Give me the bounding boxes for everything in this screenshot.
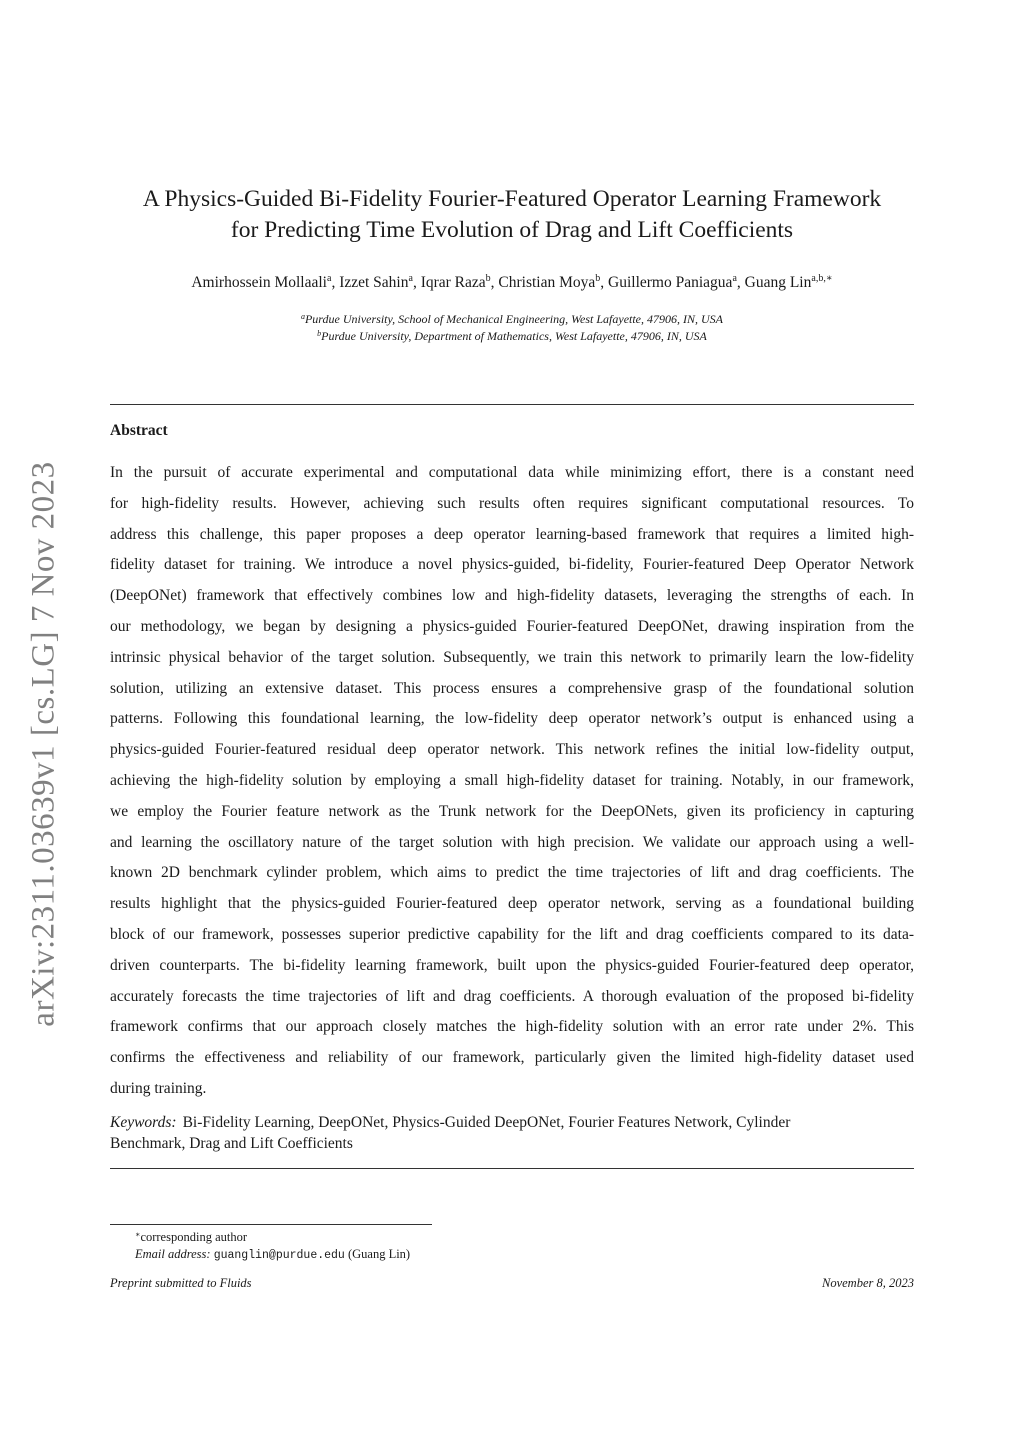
abstract-line: we employ the Fourier feature network as the Trunk network for the DeepONets, given its proficiency in capturing xyxy=(110,802,914,820)
abstract-line: accurately forecasts the time trajectories of lift and drag coefficients. A thorough evaluation of the proposed bi-fidelity xyxy=(110,987,914,1005)
abstract-line: solution, utilizing an extensive dataset. This process ensures a comprehensive grasp of the foundational solution xyxy=(110,679,914,697)
author-separator: , xyxy=(736,274,745,291)
footnote-mark: ∗ xyxy=(135,1230,141,1239)
affiliation-b xyxy=(110,328,914,345)
abstract-line: our methodology, we began by designing a physics-guided Fourier-featured DeepONet, drawing inspiration from the xyxy=(110,617,914,635)
abstract-heading: Abstract xyxy=(110,422,168,439)
author-affiliation-mark: a xyxy=(408,273,413,284)
author-name: Guang Lin xyxy=(744,274,812,291)
keywords-line-2: Benchmark, Drag and Lift Coefficients xyxy=(110,1135,353,1152)
affiliation-mark: b xyxy=(317,329,322,338)
abstract-line: known 2D benchmark cylinder problem, which aims to predict the time trajectories of lift and drag coefficients. The xyxy=(110,864,914,882)
author-name: Izzet Sahin xyxy=(339,274,409,291)
abstract-line: fidelity dataset for training. We introduce a novel physics-guided, bi-fidelity, Fourier-featured Deep Operator Network xyxy=(110,556,914,574)
abstract-line: In the pursuit of accurate experimental and computational data while minimizing effort, there is a constant need xyxy=(110,464,914,481)
title-line-1: A Physics-Guided Bi-Fidelity Fourier-Featured Operator Learning Framework xyxy=(142,186,882,212)
abstract-line: framework confirms that our approach closely matches the high-fidelity solution with an error rate under 2%. This xyxy=(110,1018,914,1036)
abstract-line: block of our framework, possesses superior predictive capability for the lift and drag coefficients compared to its data- xyxy=(110,925,914,943)
affiliation-text: Purdue University, Department of Mathematics, West Lafayette, 47906, IN, USA xyxy=(321,329,707,343)
abstract-bottom-rule xyxy=(110,1168,914,1169)
affiliation-text: Purdue University, School of Mechanical Engineering, West Lafayette, 47906, IN, USA xyxy=(304,312,724,326)
abstract-line: intrinsic physical behavior of the target solution. Subsequently, we train this network to primarily learn the low-fidelity xyxy=(110,648,914,666)
abstract-line: address this challenge, this paper proposes a deep operator learning-based framework that requires a limited high- xyxy=(110,525,914,543)
author-name: Amirhossein Mollaali xyxy=(191,274,327,291)
paper-title xyxy=(110,184,914,246)
arxiv-identifier-stamp: arXiv:2311.03639v1 [cs.LG] 7 Nov 2023 xyxy=(25,461,62,1027)
author-name: Iqrar Raza xyxy=(420,274,486,291)
abstract-line: and learning the oscillatory nature of the target solution with high precision. We validate our approach using a well- xyxy=(110,833,914,851)
author-affiliation-mark: b xyxy=(485,273,491,284)
author-separator: , xyxy=(490,274,499,291)
abstract-line: driven counterparts. The bi-fidelity learning framework, built upon the physics-guided Fourier-featured deep operator, xyxy=(110,956,914,974)
affiliation-a xyxy=(110,311,914,328)
keywords-line-1 xyxy=(110,1112,914,1133)
author-affiliation-mark: b xyxy=(595,273,601,284)
author-name: Guillermo Paniagua xyxy=(608,274,733,291)
author-name: Christian Moya xyxy=(498,274,596,291)
email-owner: (Guang Lin) xyxy=(347,1247,411,1261)
abstract-line: achieving the high-fidelity solution by employing a small high-fidelity dataset for training. Notably, in our framework, xyxy=(110,771,914,789)
title-line-2: for Predicting Time Evolution of Drag and Lift Coefficients xyxy=(230,217,794,243)
affiliations xyxy=(110,311,914,345)
email-label: Email address: xyxy=(135,1247,211,1261)
author-separator: , xyxy=(331,274,340,291)
abstract-line: patterns. Following this foundational learning, the low-fidelity deep operator network’s output is enhanced using a xyxy=(110,710,914,728)
preprint-note: Preprint submitted to Fluids xyxy=(110,1276,252,1290)
affiliation-mark: a xyxy=(300,312,305,321)
keywords xyxy=(110,1112,914,1154)
abstract-body xyxy=(110,458,914,1105)
abstract-line: results highlight that the physics-guided Fourier-featured deep operator network, serving as a foundational building xyxy=(110,895,914,913)
abstract-line: during training. xyxy=(110,1079,207,1097)
footer-date: November 8, 2023 xyxy=(822,1276,914,1290)
abstract-line: (DeepONet) framework that effectively combines low and high-fidelity datasets, leveraging the strengths of each. In xyxy=(110,587,914,605)
footnote-corresponding xyxy=(135,1229,410,1246)
email-address-link[interactable]: guanglin@purdue.edu xyxy=(213,1249,345,1262)
footnote-email-line xyxy=(135,1246,410,1264)
author-list xyxy=(110,274,914,292)
author-affiliation-mark: a,b,∗ xyxy=(811,273,833,284)
author-affiliation-mark: a xyxy=(326,273,332,284)
footnote xyxy=(135,1229,410,1264)
abstract-line: for high-fidelity results. However, achieving such results often requires significant computational resources. To xyxy=(110,494,914,512)
abstract-line: physics-guided Fourier-featured residual deep operator network. This network refines the initial low-fidelity output, xyxy=(110,741,914,759)
author-separator: , xyxy=(412,274,421,291)
author-separator: , xyxy=(600,274,609,291)
footnote-corresponding-text: corresponding author xyxy=(140,1230,248,1244)
footnote-rule xyxy=(110,1224,432,1225)
keywords-label: Keywords: xyxy=(110,1114,177,1131)
abstract-top-rule xyxy=(110,404,914,405)
abstract-line: confirms the effectiveness and reliability of our framework, particularly given the limited high-fidelity dataset used xyxy=(110,1049,914,1067)
author-affiliation-mark: a xyxy=(732,273,737,284)
keywords-text: Bi-Fidelity Learning, DeepONet, Physics-Guided DeepONet, Fourier Features Network, Cylinder xyxy=(182,1114,791,1131)
